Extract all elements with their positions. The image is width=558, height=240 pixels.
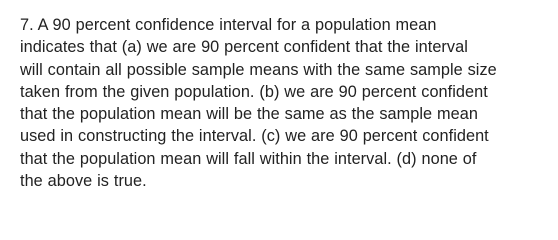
question-line: indicates that (a) we are 90 percent confident that the interval [20,38,468,57]
question-line: the above is true. [20,172,147,191]
question-text [20,14,544,192]
question-line: that the population mean will fall within the interval. (d) none of [20,149,477,168]
question-line: will contain all possible sample means with the same sample size [20,60,497,79]
question-line: 7. A 90 percent confidence interval for a population mean [20,16,437,34]
question-line: that the population mean will be the same as the sample mean [20,105,478,124]
question-line: used in constructing the interval. (c) we are 90 percent confident [20,127,489,146]
question-line: taken from the given population. (b) we are 90 percent confident [20,82,488,101]
